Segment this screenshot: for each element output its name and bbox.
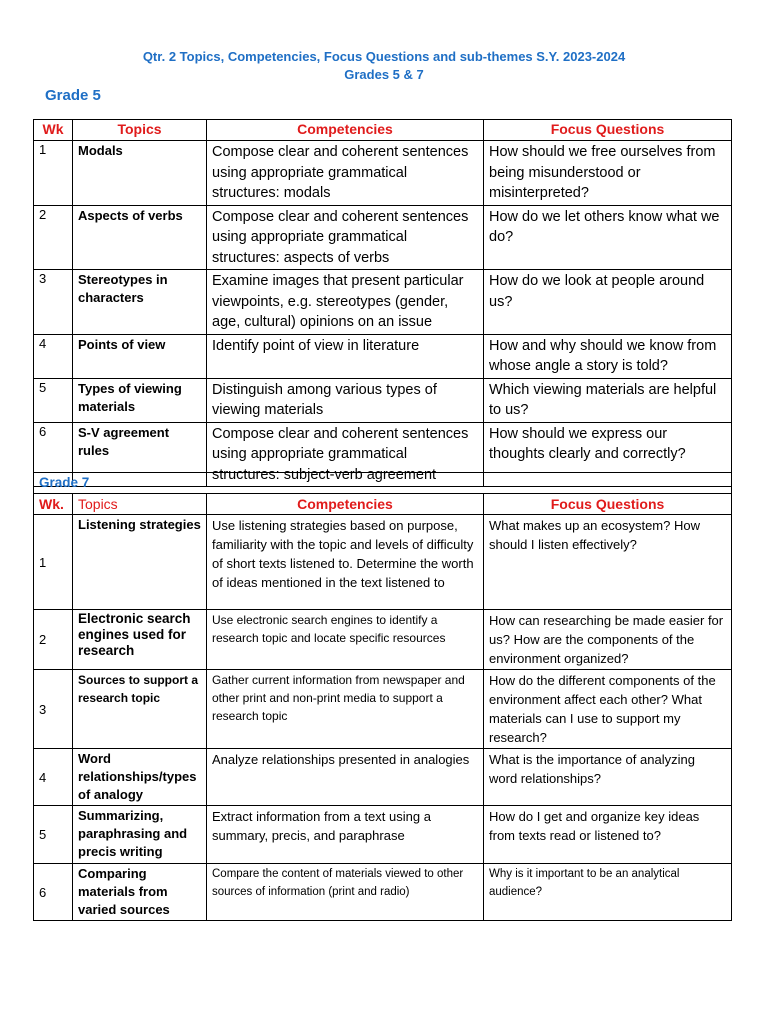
topic-cell: Aspects of verbs: [73, 205, 207, 270]
competency-cell: Compare the content of materials viewed to other sources of information (print and radio): [207, 864, 484, 921]
topic-cell: Types of viewing materials: [73, 378, 207, 422]
grade5-heading: Grade 5: [45, 87, 101, 104]
header-topics: Topics: [73, 120, 207, 141]
competency-cell: Gather current information from newspaper and other print and non-print media to support a research topic: [207, 670, 484, 749]
week-cell: 6: [34, 864, 73, 921]
competency-cell: Examine images that present particular viewpoints, e.g. stereotypes (gender, age, cultural) opinions on an issue: [207, 270, 484, 335]
table-row: [34, 378, 732, 422]
header-focus-questions: Focus Questions: [484, 494, 732, 515]
focus-question-cell: How and why should we know from whose angle a story is told?: [484, 334, 732, 378]
table-row: [34, 610, 732, 670]
focus-question-cell: How can researching be made easier for us? How are the components of the environment organized?: [484, 610, 732, 670]
topic-cell: S-V agreement rules: [73, 422, 207, 487]
document-subtitle: Grades 5 & 7: [344, 67, 424, 82]
table-row: [34, 515, 732, 610]
week-cell: 4: [34, 749, 73, 806]
topic-cell: Word relationships/types of analogy: [73, 749, 207, 806]
week-cell: 4: [34, 334, 73, 378]
week-cell: 2: [34, 205, 73, 270]
competency-cell: Compose clear and coherent sentences using appropriate grammatical structures: modals: [207, 141, 484, 206]
week-cell: 3: [34, 670, 73, 749]
header-wk: Wk.: [34, 494, 73, 515]
competency-cell: Extract information from a text using a summary, precis, and paraphrase: [207, 806, 484, 864]
week-cell: 6: [34, 422, 73, 487]
table-row: [34, 864, 732, 921]
topic-cell: Summarizing, paraphrasing and precis writing: [73, 806, 207, 864]
week-cell: 3: [34, 270, 73, 335]
week-cell: 2: [34, 610, 73, 670]
table-row: [34, 205, 732, 270]
table-header-row: [34, 494, 732, 515]
focus-question-cell: How do we let others know what we do?: [484, 205, 732, 270]
week-cell: 5: [34, 806, 73, 864]
focus-question-cell: How should we express our thoughts clearly and correctly?: [484, 422, 732, 487]
focus-question-cell: How should we free ourselves from being misunderstood or misinterpreted?: [484, 141, 732, 206]
competency-cell: Compose clear and coherent sentences using appropriate grammatical structures: aspects of verbs: [207, 205, 484, 270]
table-row: [34, 749, 732, 806]
topic-cell: Listening strategies: [73, 515, 207, 610]
topic-cell: Sources to support a research topic: [73, 670, 207, 749]
competency-cell: Distinguish among various types of viewing materials: [207, 378, 484, 422]
header-wk: Wk: [34, 120, 73, 141]
focus-question-cell: How do I get and organize key ideas from texts read or listened to?: [484, 806, 732, 864]
header-topics: Topics: [73, 494, 207, 515]
focus-question-cell: How do we look at people around us?: [484, 270, 732, 335]
topic-cell: Comparing materials from varied sources: [73, 864, 207, 921]
grade7-table: [33, 472, 732, 921]
week-cell: 1: [34, 515, 73, 610]
table-row: [34, 270, 732, 335]
table-row: [34, 806, 732, 864]
table-header-row: [34, 120, 732, 141]
week-cell: 5: [34, 378, 73, 422]
grade7-label-row: [34, 473, 732, 494]
topic-cell: Stereotypes in characters: [73, 270, 207, 335]
competency-cell: Use electronic search engines to identify a research topic and locate specific resources: [207, 610, 484, 670]
focus-question-cell: Which viewing materials are helpful to us?: [484, 378, 732, 422]
header-competencies: Competencies: [207, 494, 484, 515]
competency-cell: Analyze relationships presented in analogies: [207, 749, 484, 806]
document-title: Qtr. 2 Topics, Competencies, Focus Questions and sub-themes S.Y. 2023-2024: [142, 49, 626, 64]
table-row: [34, 670, 732, 749]
table-row: [34, 334, 732, 378]
header-focus-questions: Focus Questions: [484, 120, 732, 141]
topic-cell: Electronic search engines used for research: [73, 610, 207, 670]
week-cell: 1: [34, 141, 73, 206]
competency-cell: Use listening strategies based on purpose, familiarity with the topic and levels of difficulty of short texts listened to. Determine the worth of ideas mentioned in the text listened to: [207, 515, 484, 610]
grade7-heading: Grade 7: [34, 473, 732, 494]
focus-question-cell: What makes up an ecosystem? How should I listen effectively?: [484, 515, 732, 610]
topic-cell: Modals: [73, 141, 207, 206]
table-row: [34, 141, 732, 206]
header-competencies: Competencies: [207, 120, 484, 141]
focus-question-cell: What is the importance of analyzing word relationships?: [484, 749, 732, 806]
grade5-table: [33, 119, 732, 487]
focus-question-cell: How do the different components of the environment affect each other? What materials can I use to support my research?: [484, 670, 732, 749]
topic-cell: Points of view: [73, 334, 207, 378]
competency-cell: Identify point of view in literature: [207, 334, 484, 378]
competency-cell: Compose clear and coherent sentences using appropriate grammatical structures: subject-verb agreement: [207, 422, 484, 487]
focus-question-cell: Why is it important to be an analytical audience?: [484, 864, 732, 921]
